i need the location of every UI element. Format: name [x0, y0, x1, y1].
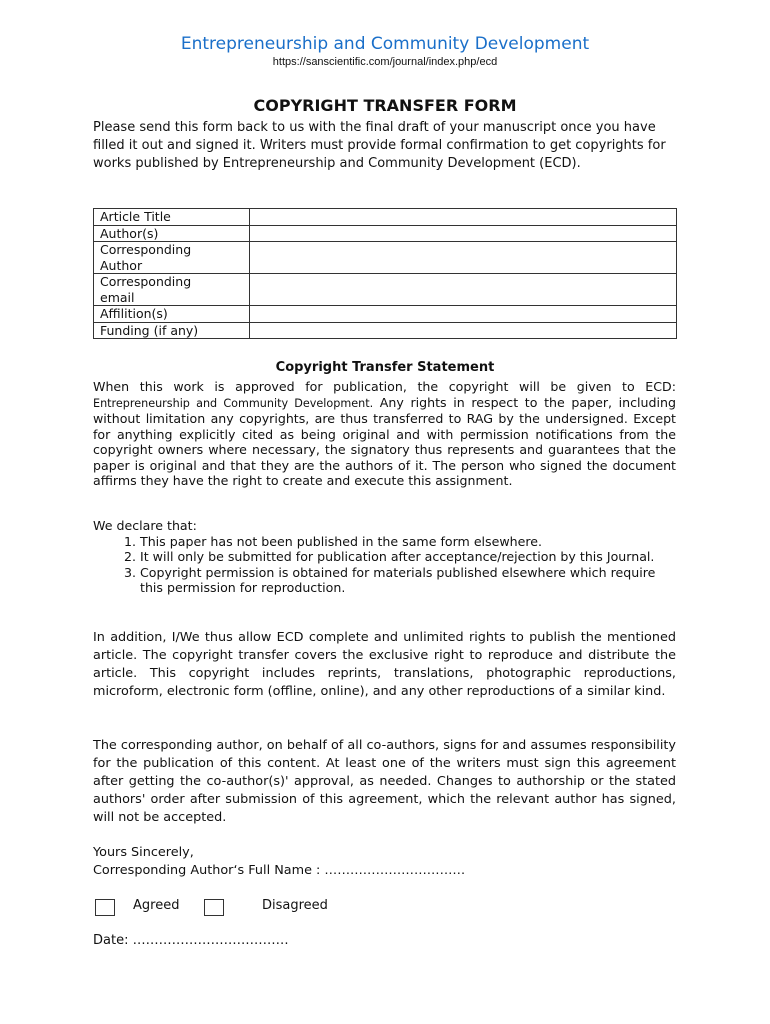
- disagreed-checkbox[interactable]: [204, 899, 224, 916]
- authors-field[interactable]: [250, 225, 677, 242]
- table-row: [94, 209, 677, 226]
- statement-heading: Copyright Transfer Statement: [275, 360, 495, 375]
- statement-text: Any rights in respect to the paper, including without limitation any copyrights, are thus transferred to RAG by the undersigned. Except for anything explicitly cited as being original and with permission notifications from the copyright owners where necessary, the signatory thus represents and guarantees that the paper is original and that they are the authors of it. The person who signed the document affirms they have the right to create and execute this assignment.: [93, 394, 676, 488]
- declaration-intro: We declare that:: [93, 518, 197, 533]
- date-line[interactable]: Date: ………………………………: [93, 933, 289, 948]
- responsibility-paragraph: The corresponding author, on behalf of all co-authors, signs for and assumes responsibility for the publication of this content. At least one of the writers must sign this agreement after getting the co-author(s)' approval, as needed. Changes to authorship or the stated authors' order after submission of this agreement, which the relevant author has signed, will not be accepted.: [93, 738, 676, 825]
- list-item: 3. Copyright permission is obtained for materials published elsewhere which require this permission for reproduction.: [140, 565, 676, 596]
- form-title: COPYRIGHT TRANSFER FORM: [253, 96, 517, 115]
- rights-paragraph: In addition, I/We thus allow ECD complete and unlimited rights to publish the mentioned article. The copyright transfer covers the exclusive right to reproduce and distribute the article. This copyright includes reprints, translations, photographic reproductions, microform, electronic form (offline, online), and any other reproductions of a similar kind.: [93, 630, 676, 699]
- row-label: [94, 242, 250, 274]
- article-title-field[interactable]: [250, 209, 677, 226]
- corresponding-email-field[interactable]: [250, 274, 677, 306]
- table-row: [94, 274, 677, 306]
- row-label: Affilition(s): [94, 306, 250, 323]
- table-row: [94, 306, 677, 323]
- row-label: Author(s): [94, 225, 250, 242]
- list-item: 1. This paper has not been published in the same form elsewhere.: [140, 534, 676, 550]
- intro-paragraph: Please send this form back to us with the final draft of your manuscript once you have filled it out and signed it. Writers must provide formal confirmation to get copyrights for works published by Entrepreneurship and Community Development (ECD).: [93, 120, 666, 171]
- closing: [93, 844, 465, 880]
- declaration-list: [93, 534, 676, 596]
- row-label: Article Title: [94, 209, 250, 226]
- row-label: [94, 274, 250, 306]
- table-row: [94, 242, 677, 274]
- closing-salutation: Yours Sincerely,: [93, 845, 194, 860]
- journal-title: Entrepreneurship and Community Development: [180, 34, 590, 54]
- row-label: Funding (if any): [94, 322, 250, 339]
- affiliations-field[interactable]: [250, 306, 677, 323]
- journal-url: https://sanscientific.com/journal/index.php/ecd: [272, 56, 498, 68]
- label-text: Corresponding Author: [100, 242, 192, 273]
- declaration: [93, 518, 676, 596]
- agreed-checkbox[interactable]: [95, 899, 115, 916]
- funding-field[interactable]: [250, 322, 677, 339]
- statement-paragraph: [93, 379, 676, 489]
- disagreed-label: Disagreed: [262, 898, 328, 913]
- list-item: 2. It will only be submitted for publication after acceptance/rejection by this Journal.: [140, 549, 676, 565]
- table-row: [94, 225, 677, 242]
- agreed-label: Agreed: [133, 898, 180, 913]
- article-info-table: [93, 208, 677, 339]
- statement-text: Entrepreneurship and Community Development.: [93, 396, 374, 410]
- full-name-line[interactable]: Corresponding Author‘s Full Name : ……………………………: [93, 863, 466, 878]
- corresponding-author-field[interactable]: [250, 242, 677, 274]
- table-row: [94, 322, 677, 339]
- label-text: Corresponding email: [100, 274, 192, 305]
- statement-text: When this work is approved for publication, the copyright will be given to ECD:: [93, 379, 676, 394]
